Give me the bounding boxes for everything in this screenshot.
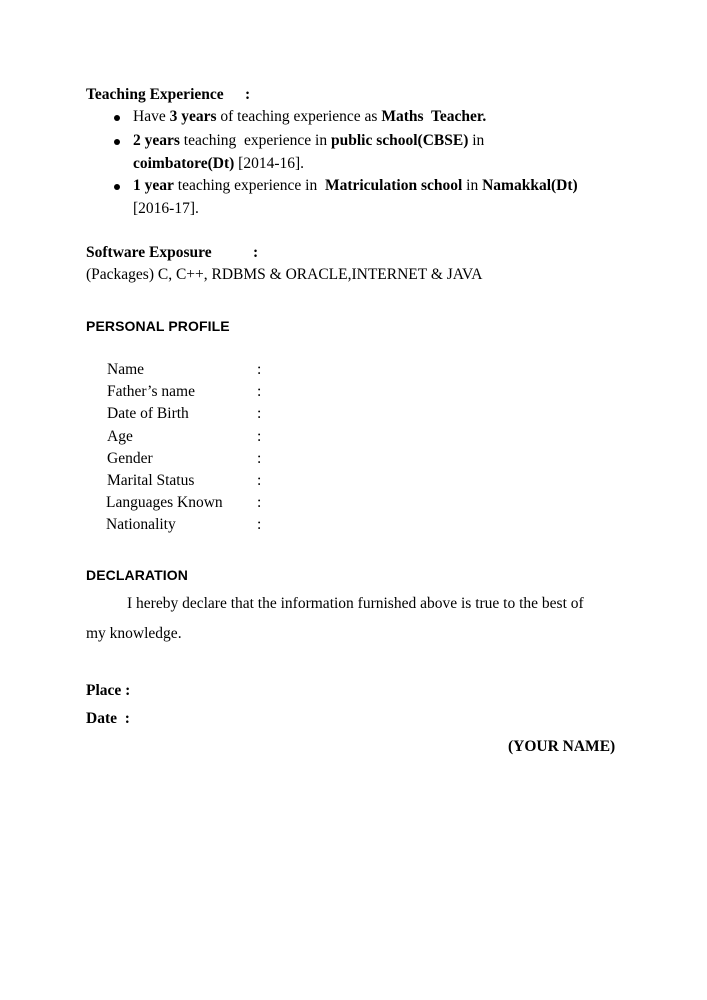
teaching-item-2-line1 — [133, 132, 484, 150]
teaching-item-1 — [133, 108, 486, 126]
field-name: Name — [107, 361, 145, 378]
field-colon: : — [257, 450, 262, 467]
bullet-icon — [114, 115, 120, 121]
signature-name: (YOUR NAME) — [508, 738, 616, 755]
bullet-icon — [114, 139, 120, 145]
date-label: Date : — [86, 710, 130, 727]
teaching-experience-heading — [86, 86, 224, 104]
field-colon: : — [257, 494, 262, 511]
teaching-item-2-line2 — [133, 155, 304, 173]
field-marital-status: Marital Status — [107, 472, 195, 489]
item3-school: Matriculation school — [324, 177, 463, 194]
field-nationality: Nationality — [106, 516, 176, 533]
field-colon: : — [257, 383, 262, 400]
teaching-experience-title: Teaching Experience — [86, 86, 224, 103]
item1-mid: of teaching experience as — [216, 108, 382, 125]
item3-mid: teaching experience in — [173, 177, 325, 194]
item3-years: 1 year — [133, 177, 174, 194]
teaching-item-3-line2: [2016-17]. — [133, 200, 199, 217]
field-colon: : — [257, 428, 262, 445]
field-date-of-birth: Date of Birth — [107, 405, 189, 422]
field-fathers-name: Father’s name — [107, 383, 195, 400]
declaration-heading: DECLARATION — [86, 567, 188, 583]
software-exposure-text: (Packages) C, C++, RDBMS & ORACLE,INTERNET & JAVA — [86, 266, 483, 283]
declaration-line-2: my knowledge. — [86, 625, 182, 642]
item3-district: Namakkal(Dt) — [482, 177, 578, 194]
item2-mid: teaching experience in — [179, 132, 331, 149]
item1-years: 3 years — [169, 108, 217, 125]
field-colon: : — [257, 516, 262, 533]
field-age: Age — [107, 428, 133, 445]
teaching-experience-colon: : — [245, 86, 251, 103]
declaration-line-1: I hereby declare that the information furnished above is true to the best of — [127, 595, 584, 612]
place-label: Place : — [86, 682, 131, 699]
field-languages-known: Languages Known — [106, 494, 223, 511]
item3-mid2: in — [462, 177, 483, 194]
item2-years: 2 years — [133, 132, 180, 149]
item2-district: coimbatore(Dt) — [133, 155, 235, 172]
field-gender: Gender — [107, 450, 153, 467]
item2-post: in — [468, 132, 485, 149]
field-colon: : — [257, 405, 262, 422]
software-exposure-heading: Software Exposure — [86, 244, 212, 261]
software-exposure-colon: : — [253, 244, 259, 261]
field-colon: : — [257, 472, 262, 489]
field-colon: : — [257, 361, 262, 378]
personal-profile-heading: PERSONAL PROFILE — [86, 318, 230, 334]
item2-period: [2014-16]. — [234, 155, 305, 172]
teaching-item-3-line1 — [133, 177, 578, 195]
item1-pre: Have — [133, 108, 170, 125]
item2-school: public school(CBSE) — [330, 132, 469, 149]
bullet-icon — [114, 184, 120, 190]
item1-role: Maths Teacher. — [381, 108, 487, 125]
